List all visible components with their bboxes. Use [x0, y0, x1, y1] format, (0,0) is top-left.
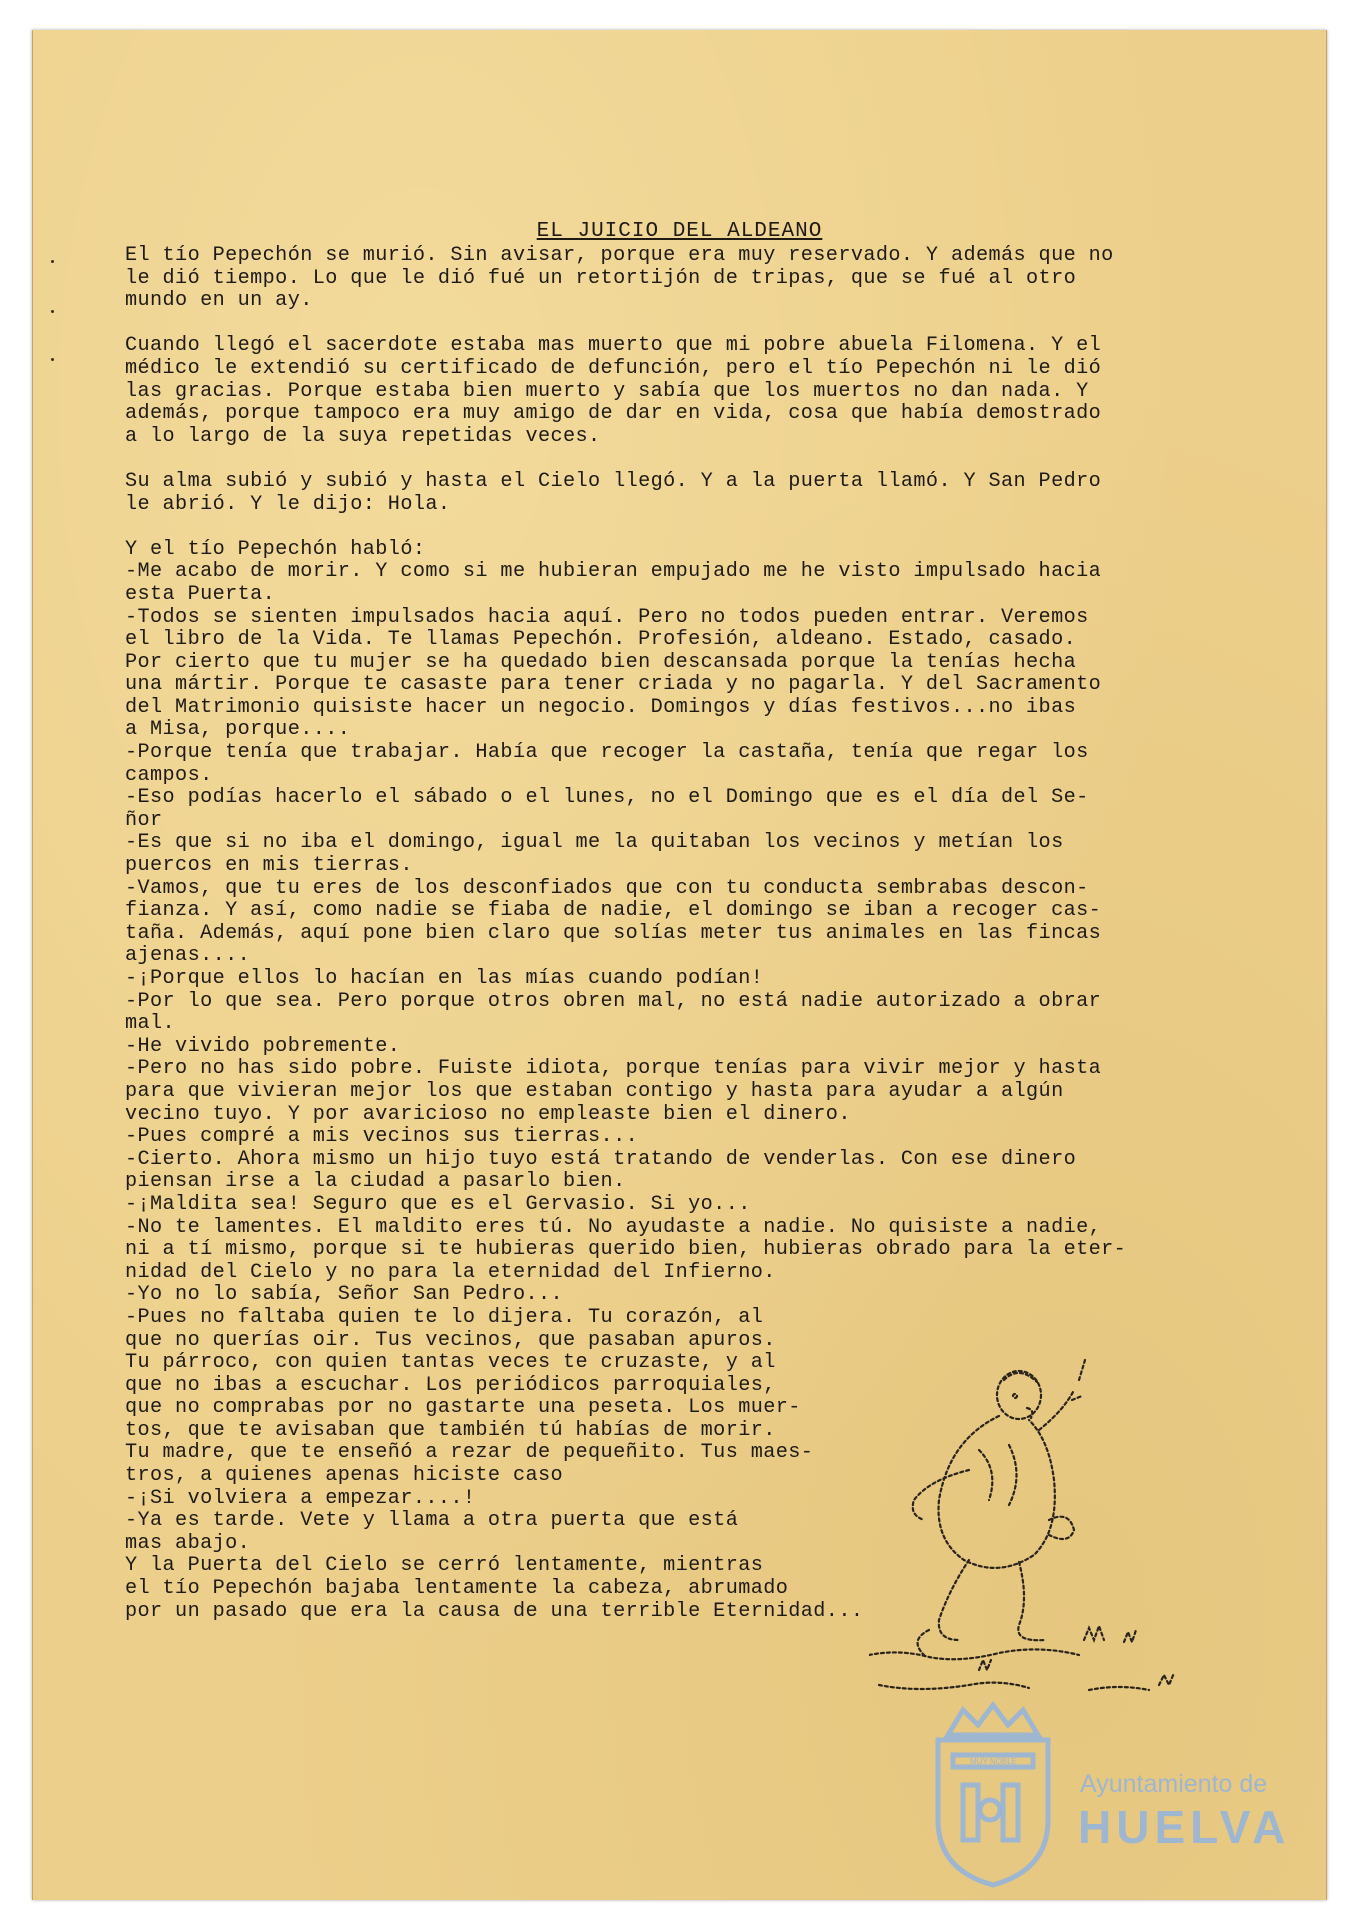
text-line: ni a tí mismo, porque si te hubieras querido bien, hubieras obrado para la eter-	[125, 1238, 1127, 1262]
text-line: -No te lamentes. El maldito eres tú. No ayudaste a nadie. No quisiste a nadie,	[125, 1215, 1102, 1239]
text-line: ñor	[125, 808, 163, 832]
text-line: -Pero no has sido pobre. Fuiste idiota, porque tenías para vivir mejor y hasta	[125, 1057, 1102, 1081]
text-line: Tu párroco, con quien tantas veces te cruzaste, y al	[125, 1351, 776, 1375]
text-line: nidad del Cielo y no para la eternidad del Infierno.	[125, 1260, 776, 1284]
text-line: -Vamos, que tu eres de los desconfiados que con tu conducta sembrabas descon-	[125, 876, 1089, 900]
text-line: fianza. Y así, como nadie se fiaba de nadie, el domingo se iban a recoger cas-	[125, 899, 1102, 923]
text-line: tros, a quienes apenas hiciste caso	[125, 1464, 564, 1488]
text-line: piensan irse a la ciudad a pasarlo bien.	[125, 1170, 626, 1194]
text-line: le dió tiempo. Lo que le dió fué un retortijón de tripas, que se fué al otro	[125, 266, 1077, 290]
text-line: -Me acabo de morir. Y como si me hubieran empujado me he visto impulsado hacia	[125, 560, 1102, 584]
watermark-text-2: HUELVA	[1078, 1801, 1291, 1853]
text-line: a Misa, porque....	[125, 718, 351, 742]
text-line: mal.	[125, 1012, 176, 1036]
sketch-illustration	[869, 1350, 1209, 1710]
text-line: -¡Maldita sea! Seguro que es el Gervasio. Si yo...	[125, 1192, 751, 1216]
paragraph-gap	[125, 448, 1265, 471]
text-line: le abrió. Y le dijo: Hola.	[125, 492, 451, 516]
text-line: que no ibas a escuchar. Los periódicos parroquiales,	[125, 1373, 776, 1397]
text-line: mundo en un ay.	[125, 289, 313, 313]
text-line: -He vivido pobremente.	[125, 1034, 401, 1058]
text-line: -Es que si no iba el domingo, igual me la quitaban los vecinos y metían los	[125, 831, 1064, 855]
text-line: esta Puerta.	[125, 582, 276, 606]
watermark-banner-text: MUY NOBLE	[970, 1757, 1017, 1766]
text-line: El tío Pepechón se murió. Sin avisar, porque era muy reservado. Y además que no	[125, 244, 1114, 267]
paragraph-gap	[125, 313, 1265, 336]
text-line: mas abajo.	[125, 1531, 251, 1555]
text-line: a lo largo de la suya repetidas veces.	[125, 424, 601, 448]
text-line: -¡Si volviera a empezar....!	[125, 1486, 476, 1510]
text-line: Y el tío Pepechón habló:	[125, 537, 426, 561]
text-line: por un pasado que era la causa de una terrible Eternidad...	[125, 1599, 864, 1623]
text-line: Por cierto que tu mujer se ha quedado bien descansada porque la tenías hecha	[125, 650, 1077, 674]
text-line: -Porque tenía que trabajar. Había que recoger la castaña, tenía que regar los	[125, 741, 1089, 765]
paper-sheet	[32, 30, 1327, 1900]
text-line: que no comprabas por no gastarte una peseta. Los muer-	[125, 1396, 801, 1420]
text-line: tos, que te avisaban que también tú habías de morir.	[125, 1418, 776, 1442]
text-line: que no querías oir. Tus vecinos, que pasaban apuros.	[125, 1328, 776, 1352]
text-line: médico le extendió su certificado de defunción, pero el tío Pepechón ni le dió	[125, 356, 1102, 380]
text-line: las gracias. Porque estaba bien muerto y sabía que los muertos no dan nada. Y	[125, 379, 1089, 403]
watermark-text-1: Ayuntamiento de	[1080, 1770, 1268, 1798]
text-line: -Cierto. Ahora mismo un hijo tuyo está tratando de venderlas. Con ese dinero	[125, 1147, 1077, 1171]
text-line: campos.	[125, 763, 213, 787]
text-line: además, porque tampoco era muy amigo de dar en vida, cosa que había demostrado	[125, 402, 1102, 426]
text-line: -Ya es tarde. Vete y llama a otra puerta que está	[125, 1509, 739, 1533]
text-line: ajenas....	[125, 944, 251, 968]
text-line: Cuando llegó el sacerdote estaba mas muerto que mi pobre abuela Filomena. Y el	[125, 334, 1102, 358]
text-line: del Matrimonio quisiste hacer un negocio. Domingos y días festivos...no ibas	[125, 695, 1077, 719]
text-line: el libro de la Vida. Te llamas Pepechón. Profesión, aldeano. Estado, casado.	[125, 628, 1077, 652]
text-line: Su alma subió y subió y hasta el Cielo llegó. Y a la puerta llamó. Y San Pedro	[125, 469, 1102, 493]
text-line: -Por lo que sea. Pero porque otros obren mal, no está nadie autorizado a obrar	[125, 989, 1102, 1013]
text-line: -Pues compré a mis vecinos sus tierras...	[125, 1125, 639, 1149]
text-line: Y la Puerta del Cielo se cerró lentamente, mientras	[125, 1554, 764, 1578]
text-line: el tío Pepechón bajaba lentamente la cabeza, abrumado	[125, 1577, 789, 1601]
text-line: -Todos se sienten impulsados hacia aquí. Pero no todos pueden entrar. Veremos	[125, 605, 1089, 629]
text-line: -Eso podías hacerlo el sábado o el lunes, no el Domingo que es el día del Se-	[125, 786, 1089, 810]
text-line: vecino tuyo. Y por avaricioso no empleaste bien el dinero.	[125, 1102, 851, 1126]
text-line: para que vivieran mejor los que estaban contigo y hasta para ayudar a algún	[125, 1079, 1064, 1103]
text-line: una mártir. Porque te casaste para tener criada y no pagarla. Y del Sacramento	[125, 673, 1102, 697]
text-line: puercos en mis tierras.	[125, 854, 413, 878]
document-title: EL JUICIO DEL ALDEANO	[536, 220, 823, 243]
paragraph-gap	[125, 516, 1265, 539]
text-line: -¡Porque ellos lo hacían en las mías cuando podían!	[125, 967, 764, 990]
text-line: Tu madre, que te enseñó a rezar de pequeñito. Tus maes-	[125, 1441, 814, 1465]
text-line: -Yo no lo sabía, Señor San Pedro...	[125, 1283, 564, 1307]
text-line: -Pues no faltaba quien te lo dijera. Tu corazón, al	[125, 1305, 764, 1329]
text-line: taña. Además, aquí pone bien claro que solías meter tus animales en las fincas	[125, 921, 1102, 945]
